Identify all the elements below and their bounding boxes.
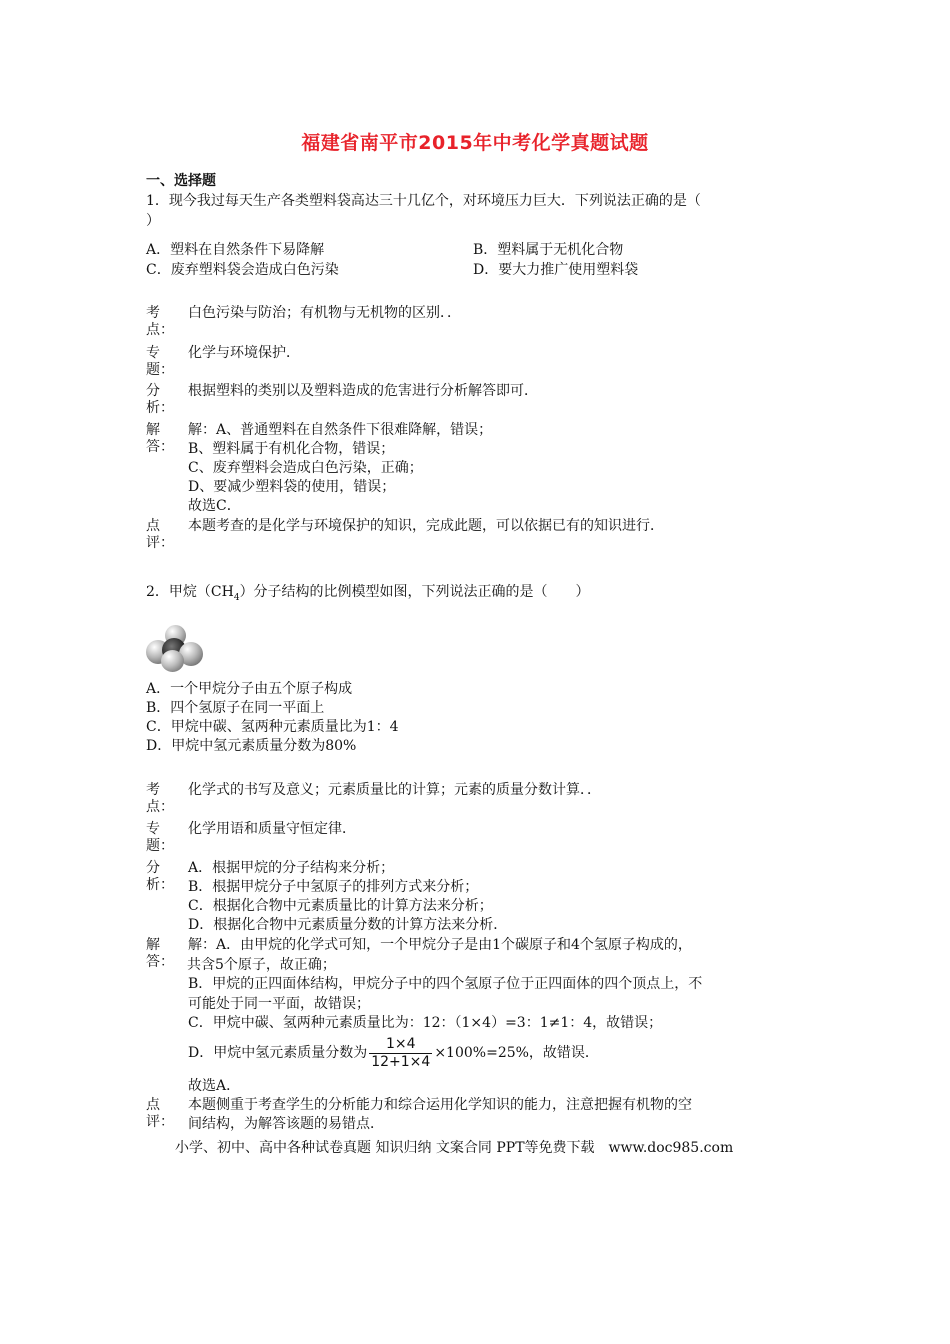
q1-dianping: 本题考查的是化学与环境保护的知识，完成此题，可以依据已有的知识进行． xyxy=(188,518,664,534)
q2-jieda: 解：A．由甲烷的化学式可知，一个甲烷分子是由1个碳原子和4个氢原子构成的， 共含5个原子，故正确； B．甲烷的正四面体结构，甲烷分子中的四个氢原子位于正四面体的四个顶点上，不 可能处于同一平面，故错误； C．甲烷中碳、氢两种元素质量比为：12：（1×4）=3：1≠1：4，故错误； xyxy=(187,937,703,1031)
q2-fenxi-label: 分 析： xyxy=(146,860,174,893)
q1-jieda: 解：A、普通塑料在自然条件下很难降解，错误； B、塑料属于有机化合物，错误； C、废弃塑料会造成白色污染，正确； D、要减少塑料袋的使用，错误； 故选C． xyxy=(188,422,493,514)
q1-option-d: D．要大力推广使用塑料袋 xyxy=(473,262,639,278)
q2-option-a: A．一个甲烷分子由五个原子构成 xyxy=(146,681,353,697)
q2-jieda-d: D．甲烷中氢元素质量分数为 $\frac{1\times 4}{12+1\times 4}$ ×100%=25%，故错误． xyxy=(188,1035,599,1070)
methane-model-figure xyxy=(143,624,205,672)
q1-fenxi-label: 分 析： xyxy=(146,383,174,416)
q1-option-a: A．塑料在自然条件下易降解 xyxy=(146,242,325,258)
q2-zhuanti: 化学用语和质量守恒定律． xyxy=(188,821,356,837)
q2-jieda-end: 故选A． xyxy=(188,1078,241,1094)
q2-option-c: C．甲烷中碳、氢两种元素质量比为1：4 xyxy=(146,719,399,735)
q1-option-c: C．废弃塑料袋会造成白色污染 xyxy=(146,262,339,278)
footer-text: 小学、初中、高中各种试卷真题 知识归纳 文案合同 PPT等免费下载 www.doc985.com xyxy=(175,1140,734,1156)
mass-fraction-formula: $\frac{1\times 4}{12+1\times 4}$ xyxy=(371,1035,431,1070)
q1-dianping-label: 点 评： xyxy=(146,518,174,551)
q2-fenxi: A．根据甲烷的分子结构来分析； B．根据甲烷分子中氢原子的排列方式来分析； C．根据化合物中元素质量比的计算方法来分析； D．根据化合物中元素质量分数的计算方法来分析． xyxy=(188,860,508,933)
q1-zhuanti-label: 专 题： xyxy=(146,345,174,378)
q1-stem-cont: ） xyxy=(146,213,160,229)
hydrogen-atom-bottom xyxy=(161,650,184,672)
q2-kaodian-label: 考 点： xyxy=(146,782,174,815)
q2-option-b: B．四个氢原子在同一平面上 xyxy=(146,700,325,716)
q1-kaodian: 白色污染与防治；有机物与无机物的区别．． xyxy=(188,305,461,321)
page-title: 福建省南平市2015年中考化学真题试题 xyxy=(301,132,649,154)
q1-stem: 1．现今我过每天生产各类塑料袋高达三十几亿个，对环境压力巨大．下列说法正确的是（ xyxy=(146,193,701,209)
q2-dianping-label: 点 评： xyxy=(146,1097,174,1130)
q2-dianping: 本题侧重于考查学生的分析能力和综合运用化学知识的能力，注意把握有机物的空 间结构，为解答该题的易错点． xyxy=(188,1097,692,1132)
q2-option-d: D．甲烷中氢元素质量分数为80% xyxy=(146,738,357,754)
q1-jieda-label: 解 答： xyxy=(146,422,174,455)
q2-zhuanti-label: 专 题： xyxy=(146,821,174,854)
q1-kaodian-label: 考 点： xyxy=(146,305,174,338)
q2-kaodian: 化学式的书写及意义；元素质量比的计算；元素的质量分数计算．． xyxy=(188,782,601,798)
q2-jieda-label: 解 答： xyxy=(146,937,174,970)
q1-option-b: B．塑料属于无机化合物 xyxy=(473,242,624,258)
q2-stem: 2．甲烷$(CH_4)$分子结构的比例模型如图，下列说法正确的是（ ） xyxy=(146,584,590,603)
q1-fenxi: 根据塑料的类别以及塑料造成的危害进行分析解答即可． xyxy=(188,383,538,399)
q1-zhuanti: 化学与环境保护． xyxy=(188,345,300,361)
section-heading: 一、选择题 xyxy=(146,173,216,189)
